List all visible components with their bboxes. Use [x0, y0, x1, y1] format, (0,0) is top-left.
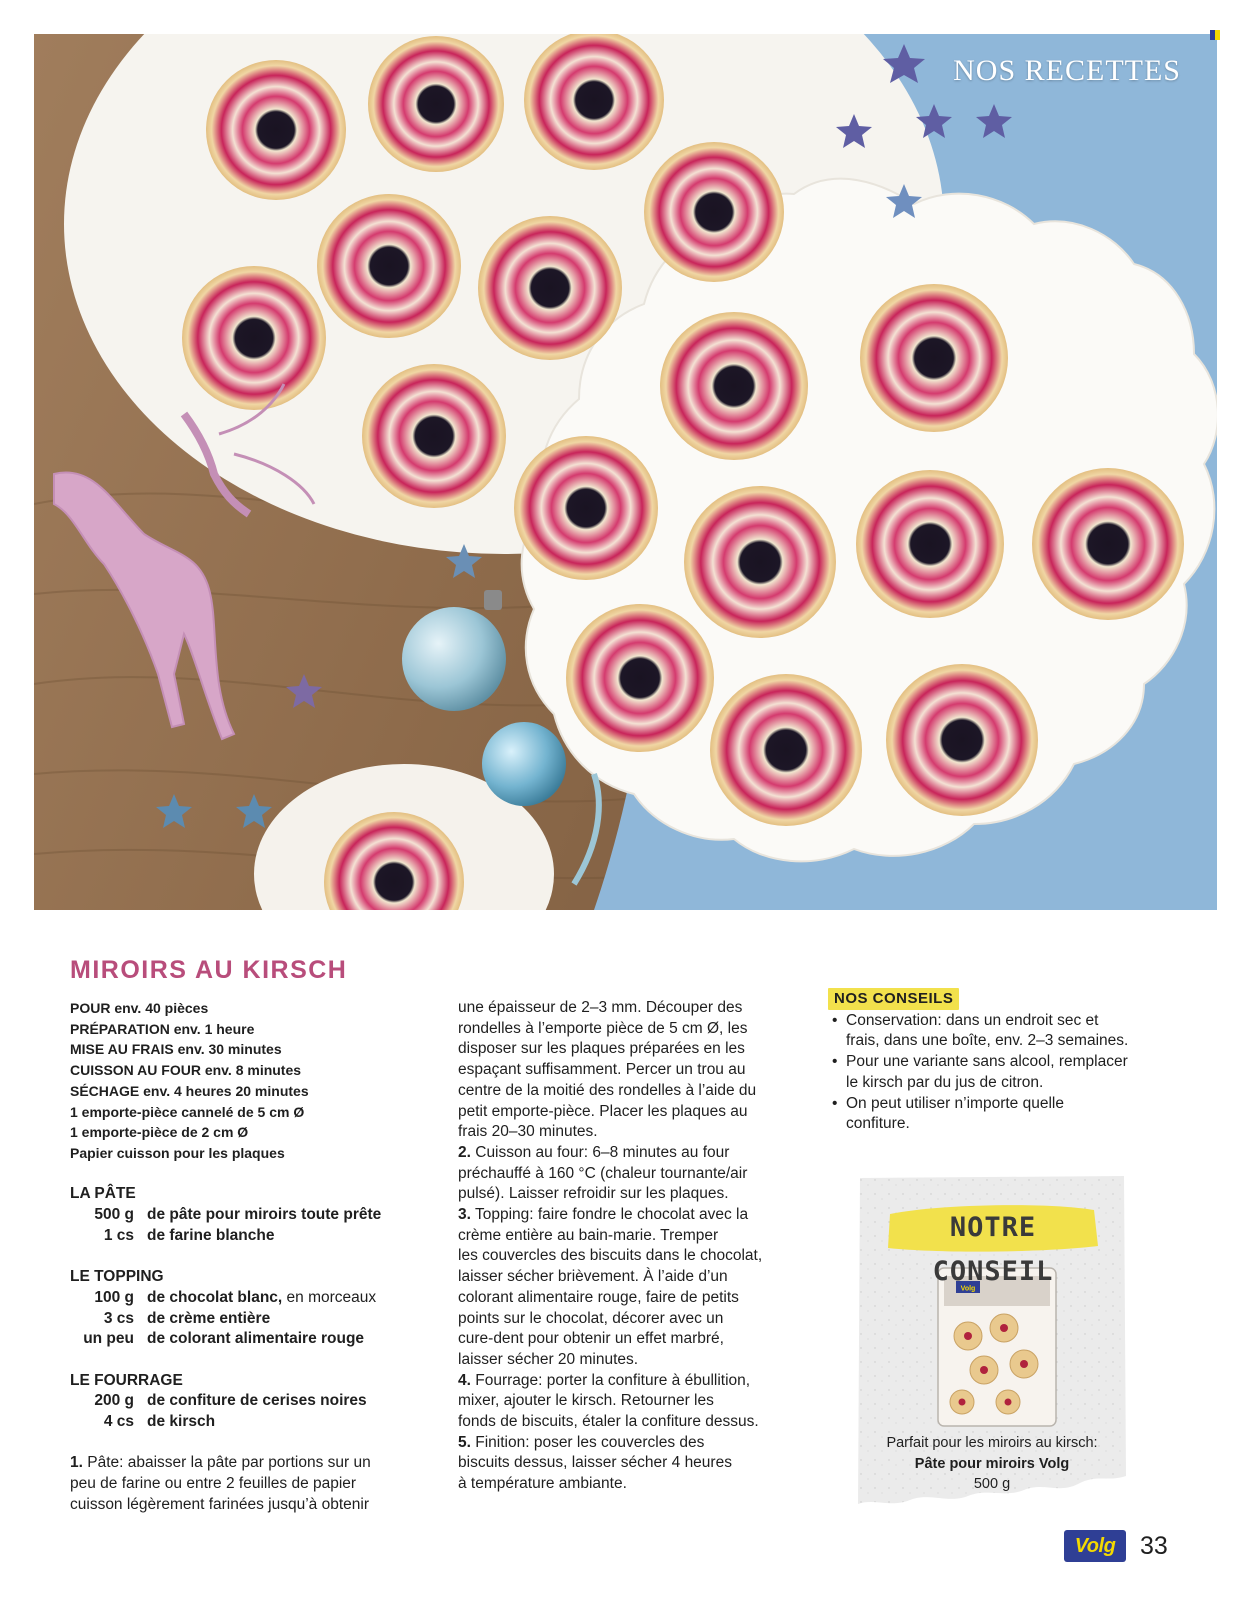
recipe-middle-column [458, 998, 808, 1495]
ingredient-row: 1 cs de farine blanche [103, 1226, 275, 1244]
tips-heading: NOS CONSEILS [828, 988, 959, 1010]
recipe-step-2: 2. Cuisson au four: 6–8 minutes au four préchauffé à 160 °C (chaleur tournante/air pulsé). Laisser refroidir sur les plaques. [458, 1143, 748, 1203]
ingredient-row: 100 g de chocolat blanc, en morceaux [94, 1288, 377, 1306]
section-title: NOS RECETTES [953, 54, 1181, 87]
product-card-heading: NOTRE CONSEIL [932, 1212, 1054, 1287]
ingredient-row: 200 g de confiture de cerises noires [94, 1392, 367, 1410]
section-heading-fourrage: LE FOURRAGE [70, 1371, 183, 1389]
meta-servings: POUR env. 40 pièces [70, 1000, 209, 1016]
recipe-step-4: 4. Fourrage: porter la confiture à ébullition, mixer, ajouter le kirsch. Retourner les fonds de biscuits, étaler la confiture dessus. [458, 1371, 759, 1431]
recipe-title: MIROIRS AU KIRSCH [70, 956, 348, 984]
tip-item: • Pour une variante sans alcool, remplacer le kirsch par du jus de citron. [828, 1052, 1168, 1093]
ingredient-row: 500 g de pâte pour miroirs toute prête [94, 1206, 382, 1224]
meta-preparation: PRÉPARATION env. 1 heure [70, 1020, 255, 1037]
recipe-left-column [70, 998, 425, 1516]
ingredient-row: 4 cs de kirsch [103, 1413, 216, 1431]
recipe-step-3: 3. Topping: faire fondre le chocolat avec la crème entière au bain-marie. Tremper les couvercles des biscuits dans le chocolat, laisser sécher brièvement. À l’aide d’un colorant alimentaire rouge, faire de petits points sur le chocolat, décorer avec un cure-dent pour obtenir un effet marbré, laisser sécher 20 minutes. [458, 1206, 763, 1368]
product-card [858, 1176, 1126, 1508]
meta-chilling: MISE AU FRAIS env. 30 minutes [70, 1041, 282, 1058]
meta-drying: SÉCHAGE env. 4 heures 20 minutes [70, 1082, 309, 1099]
meta-baking: CUISSON AU FOUR env. 8 minutes [70, 1062, 302, 1079]
hero-illustration [34, 34, 1217, 910]
svg-text:Volg: Volg [960, 1285, 976, 1293]
corner-mark-icon [1210, 30, 1220, 40]
recipe-step-5: 5. Finition: poser les couvercles des biscuits dessus, laisser sécher 4 heures à température ambiante. [458, 1433, 732, 1493]
tool-item: Papier cuisson pour les plaques [70, 1144, 285, 1161]
tips-box [828, 988, 1168, 1135]
section-heading-pate: LA PÂTE [70, 1185, 136, 1203]
tip-item: • Conservation: dans un endroit sec et frais, dans une boîte, env. 2–3 semaines. [828, 1011, 1168, 1052]
product-card-text: Parfait pour les miroirs au kirsch: Pâte pour miroirs Volg 500 g [886, 1435, 1098, 1492]
page-number: 33 [1140, 1532, 1168, 1560]
tip-item: • On peut utiliser n’importe quelle confiture. [828, 1094, 1168, 1135]
hero-photo [34, 34, 1217, 910]
recipe-meta [70, 998, 425, 1164]
christmas-bauble [482, 722, 566, 806]
tool-item: 1 emporte-pièce cannelé de 5 cm Ø [70, 1103, 305, 1120]
recipe-step-1: 1. Pâte: abaisser la pâte par portions sur un peu de farine ou entre 2 feuilles de papier cuisson légèrement farinées jusqu’à obtenir [70, 1454, 371, 1513]
christmas-bauble [402, 607, 506, 711]
ingredient-row: un peu de colorant alimentaire rouge [83, 1330, 365, 1348]
recipe-step-1-continued: une épaisseur de 2–3 mm. Découper des rondelles à l’emporte pièce de 5 cm Ø, les disposer sur les plaques préparées en les espaçant suffisamment. Percer un trou au centre de la moitié des rondelles à l’aide du petit emporte-pièce. Placer les plaques au frais 20–30 minutes. [458, 999, 757, 1141]
tool-item: 1 emporte-pièce de 2 cm Ø [70, 1124, 249, 1141]
ingredient-row: 3 cs de crème entière [103, 1309, 271, 1327]
brand-logo: Volg [1064, 1530, 1126, 1562]
section-heading-topping: LE TOPPING [70, 1268, 164, 1286]
